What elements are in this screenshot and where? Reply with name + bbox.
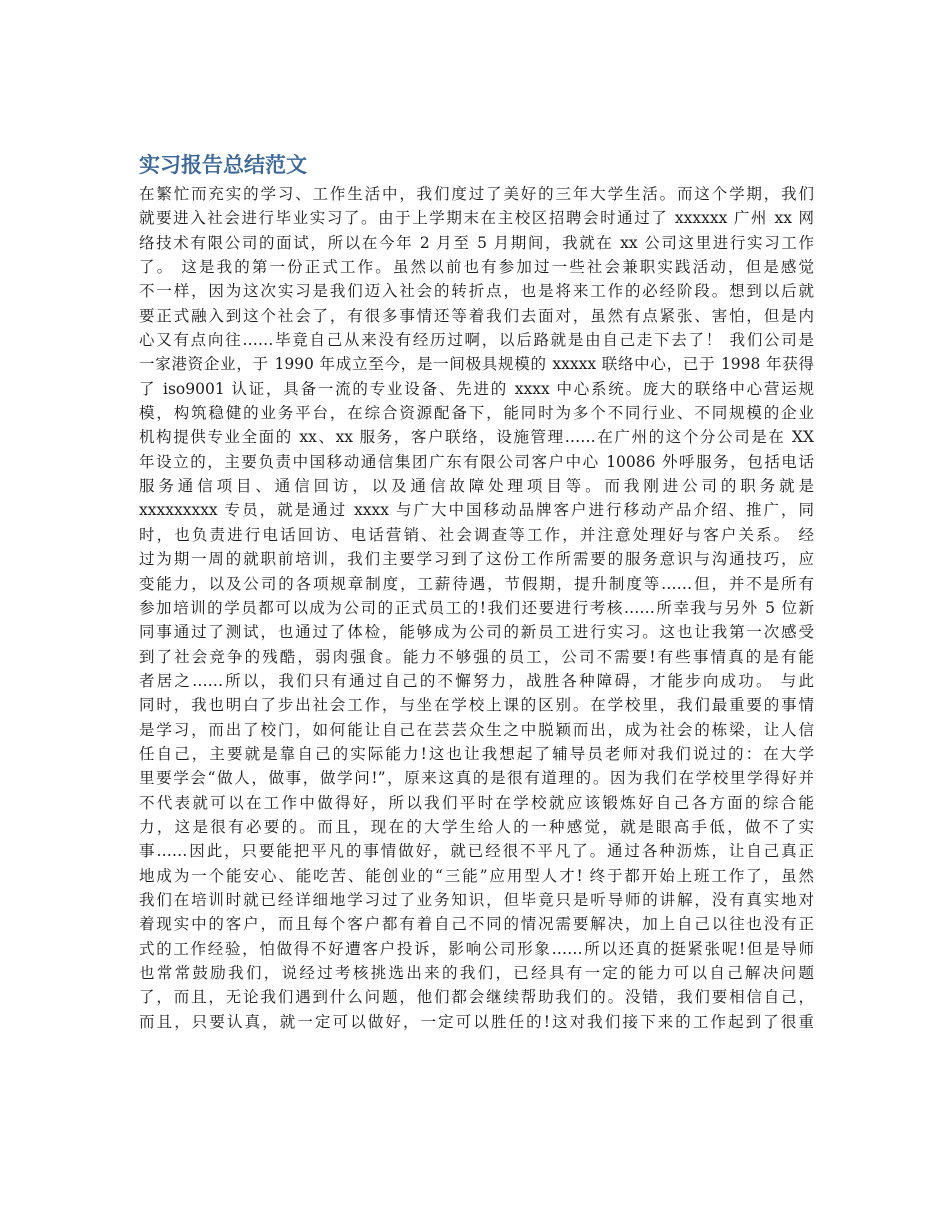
body-line: 过为期一周的就职前培训，我们主要学习到了这份工作所需要的服务意识与沟通技巧，应 [139, 550, 814, 569]
body-line: 我们在培训时就已经详细地学习过了业务知识，但毕竟只是听导师的讲解，没有真实地对 [139, 890, 814, 909]
body-line: 服务通信项目、通信回访，以及通信故障处理项目等。而我刚进公司的职务就是 [139, 477, 814, 496]
body-line: 到了社会竞争的残酷，弱肉强食。能力不够强的员工，公司不需要!有些事情真的是有能 [139, 647, 814, 666]
body-line: 不代表就可以在工作中做得好，所以我们平时在学校就应该锻炼好自己各方面的综合能 [139, 793, 814, 812]
body-line: 年设立的，主要负责中国移动通信集团广东有限公司客户中心 10086 外呼服务，包括电话 [139, 452, 814, 471]
body-line: 变能力，以及公司的各项规章制度，工薪待遇，节假期，提升制度等……但，并不是所有 [139, 574, 814, 593]
body-line: 了。 这是我的第一份正式工作。虽然以前也有参加过一些社会兼职实践活动，但是感觉 [139, 258, 814, 277]
body-line: 络技术有限公司的面试，所以在今年 2 月至 5 月期间，我就在 xx 公司这里进行实习工作 [139, 233, 814, 252]
body-line: 任自己，主要就是靠自己的实际能力!这也让我想起了辅导员老师对我们说过的：在大学 [139, 744, 814, 763]
body-line: 参加培训的学员都可以成为公司的正式员工的!我们还要进行考核……所幸我与另外 5 位新 [139, 598, 814, 617]
body-line: 时，也负责进行电话回访、电话营销、社会调查等工作，并注意处理好与客户关系。 经 [139, 525, 814, 544]
body-line: 模，构筑稳健的业务平台，在综合资源配备下，能同时为多个不同行业、不同规模的企业 [139, 404, 814, 423]
body-line: 里要学会“做人，做事，做学问!”，原来这真的是很有道理的。因为我们在学校里学得好并 [139, 769, 814, 788]
body-line: 而且，只要认真，就一定可以做好，一定可以胜任的!这对我们接下来的工作起到了很重 [139, 1012, 814, 1031]
body-line: 力，这是很有必要的。而且，现在的大学生给人的一种感觉，就是眼高手低，做不了实 [139, 817, 814, 836]
body-line: 事……因此，只要能把平凡的事情做好，就已经很不平凡了。通过各种沥炼，让自己真正 [139, 842, 814, 861]
body-line: 不一样，因为这次实习是我们迈入社会的转折点，也是将来工作的必经阶段。想到以后就 [139, 282, 814, 301]
body-line: 一家港资企业，于 1990 年成立至今，是一间极具规模的 xxxxx 联络中心，已于 1998 年获得 [139, 355, 814, 374]
body-line: 同事通过了测试，也通过了体检，能够成为公司的新员工进行实习。这也让我第一次感受 [139, 623, 814, 642]
document-body [139, 182, 814, 1182]
document-title: 实习报告总结范文 [139, 153, 307, 177]
body-line: 机构提供专业全面的 xx、xx 服务，客户联络，设施管理……在广州的这个分公司是在 XX [139, 428, 814, 447]
body-line: 是学习，而出了校门，如何能让自己在芸芸众生之中脱颖而出，成为社会的栋梁，让人信 [139, 720, 814, 739]
body-line: 地成为一个能安心、能吃苦、能创业的“三能”应用型人才! 终于都开始上班工作了，虽然 [139, 866, 814, 885]
body-line: 式的工作经验，怕做得不好遭客户投诉，影响公司形象……所以还真的挺紧张呢!但是导师 [139, 939, 814, 958]
body-line: 心又有点向往……毕竟自己从来没有经历过啊，以后路就是由自己走下去了！ 我们公司是 [139, 331, 814, 350]
body-line: 在繁忙而充实的学习、工作生活中，我们度过了美好的三年大学生活。而这个学期，我们 [139, 185, 814, 203]
body-line: 同时，我也明白了步出社会工作，与坐在学校上课的区别。在学校里，我们最重要的事情 [139, 696, 814, 715]
body-line: xxxxxxxxx 专员，就是通过 xxxx 与广大中国移动品牌客户进行移动产品介绍、推广，同 [139, 501, 814, 520]
body-line: 者居之……所以，我们只有通过自己的不懈努力，战胜各种障碍，才能步向成功。 与此 [139, 671, 814, 690]
body-line: 要正式融入到这个社会了，有很多事情还等着我们去面对，虽然有点紧张、害怕，但是内 [139, 306, 814, 325]
body-line: 就要进入社会进行毕业实习了。由于上学期末在主校区招聘会时通过了 xxxxxx 广州 xx 网 [139, 209, 814, 228]
body-line: 着现实中的客户，而且每个客户都有着自己不同的情况需要解决，加上自己以往也没有正 [139, 915, 814, 934]
body-line: 了 iso9001 认证，具备一流的专业设备、先进的 xxxx 中心系统。庞大的联络中心营运规 [139, 379, 814, 398]
body-line: 了，而且，无论我们遇到什么问题，他们都会继续帮助我们的。没错，我们要相信自己， [139, 988, 814, 1007]
body-line: 也常常鼓励我们，说经过考核挑选出来的我们，已经具有一定的能力可以自己解决问题 [139, 964, 814, 982]
